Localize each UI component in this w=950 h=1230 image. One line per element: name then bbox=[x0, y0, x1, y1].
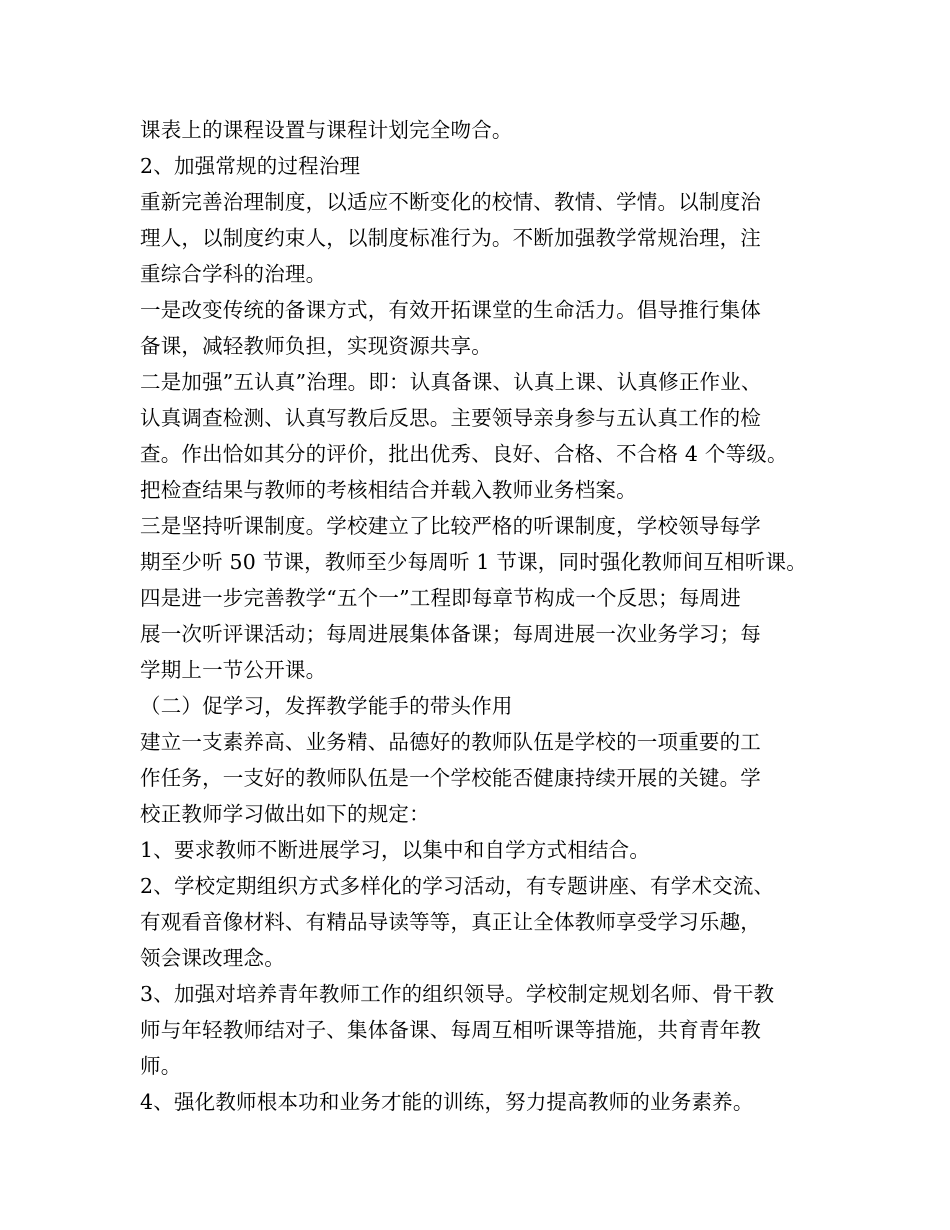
document-body bbox=[140, 112, 820, 1120]
text-line: 三是坚持听课制度。学校建立了比较严格的听课制度，学校领导每学 bbox=[140, 514, 761, 538]
text-line: 备课，减轻教师负担，实现资源共享。 bbox=[140, 334, 492, 358]
text-line: 学期上一节公开课。 bbox=[140, 658, 327, 682]
text-line: 认真调查检测、认真写教后反思。主要领导亲身参与五认真工作的检 bbox=[140, 406, 761, 430]
text-line: 四是进一步完善教学“五个一”工程即每章节构成一个反思；每周进 bbox=[140, 586, 741, 610]
text-line: 查。作出恰如其分的评价，批出优秀、良好、合格、不合格 4 个等级。 bbox=[140, 442, 788, 466]
text-line: 期至少听 50 节课，教师至少每周听 1 节课，同时强化教师间互相听课。 bbox=[140, 550, 807, 574]
text-line: 二是加强”五认真”治理。即：认真备课、认真上课、认真修正作业、 bbox=[140, 370, 762, 394]
text-line: 1、要求教师不断进展学习，以集中和自学方式相结合。 bbox=[140, 838, 651, 862]
text-line: 理人，以制度约束人，以制度标准行为。不断加强教学常规治理，注 bbox=[140, 226, 761, 250]
text-line: 2、加强常规的过程治理 bbox=[140, 154, 361, 178]
text-line: 有观看音像材料、有精品导读等等，真正让全体教师享受学习乐趣， bbox=[140, 910, 761, 934]
text-line: 课表上的课程设置与课程计划完全吻合。 bbox=[140, 118, 513, 142]
text-line: 把检查结果与教师的考核相结合并载入教师业务档案。 bbox=[140, 478, 637, 502]
text-line: 2、学校定期组织方式多样化的学习活动，有专题讲座、有学术交流、 bbox=[140, 874, 775, 898]
text-line: 重综合学科的治理。 bbox=[140, 262, 327, 286]
text-line: 作任务，一支好的教师队伍是一个学校能否健康持续开展的关键。学 bbox=[140, 766, 761, 790]
text-line: 展一次听评课活动；每周进展集体备课；每周进展一次业务学习；每 bbox=[140, 622, 761, 646]
text-line: 领会课改理念。 bbox=[140, 946, 285, 970]
text-line: 师与年轻教师结对子、集体备课、每周互相听课等措施，共育青年教 bbox=[140, 1018, 761, 1042]
text-line: 校正教师学习做出如下的规定： bbox=[140, 802, 430, 826]
text-line: 建立一支素养高、业务精、品德好的教师队伍是学校的一项重要的工 bbox=[140, 730, 761, 754]
text-line: 一是改变传统的备课方式，有效开拓课堂的生命活力。倡导推行集体 bbox=[140, 298, 761, 322]
text-line: 重新完善治理制度，以适应不断变化的校情、教情、学情。以制度治 bbox=[140, 190, 761, 214]
text-line: 师。 bbox=[140, 1054, 182, 1078]
text-line: 4、强化教师根本功和业务才能的训练，努力提高教师的业务素养。 bbox=[140, 1090, 754, 1114]
text-line: （二）促学习，发挥教学能手的带头作用 bbox=[140, 694, 513, 718]
text-line: 3、加强对培养青年教师工作的组织领导。学校制定规划名师、骨干教 bbox=[140, 982, 775, 1006]
